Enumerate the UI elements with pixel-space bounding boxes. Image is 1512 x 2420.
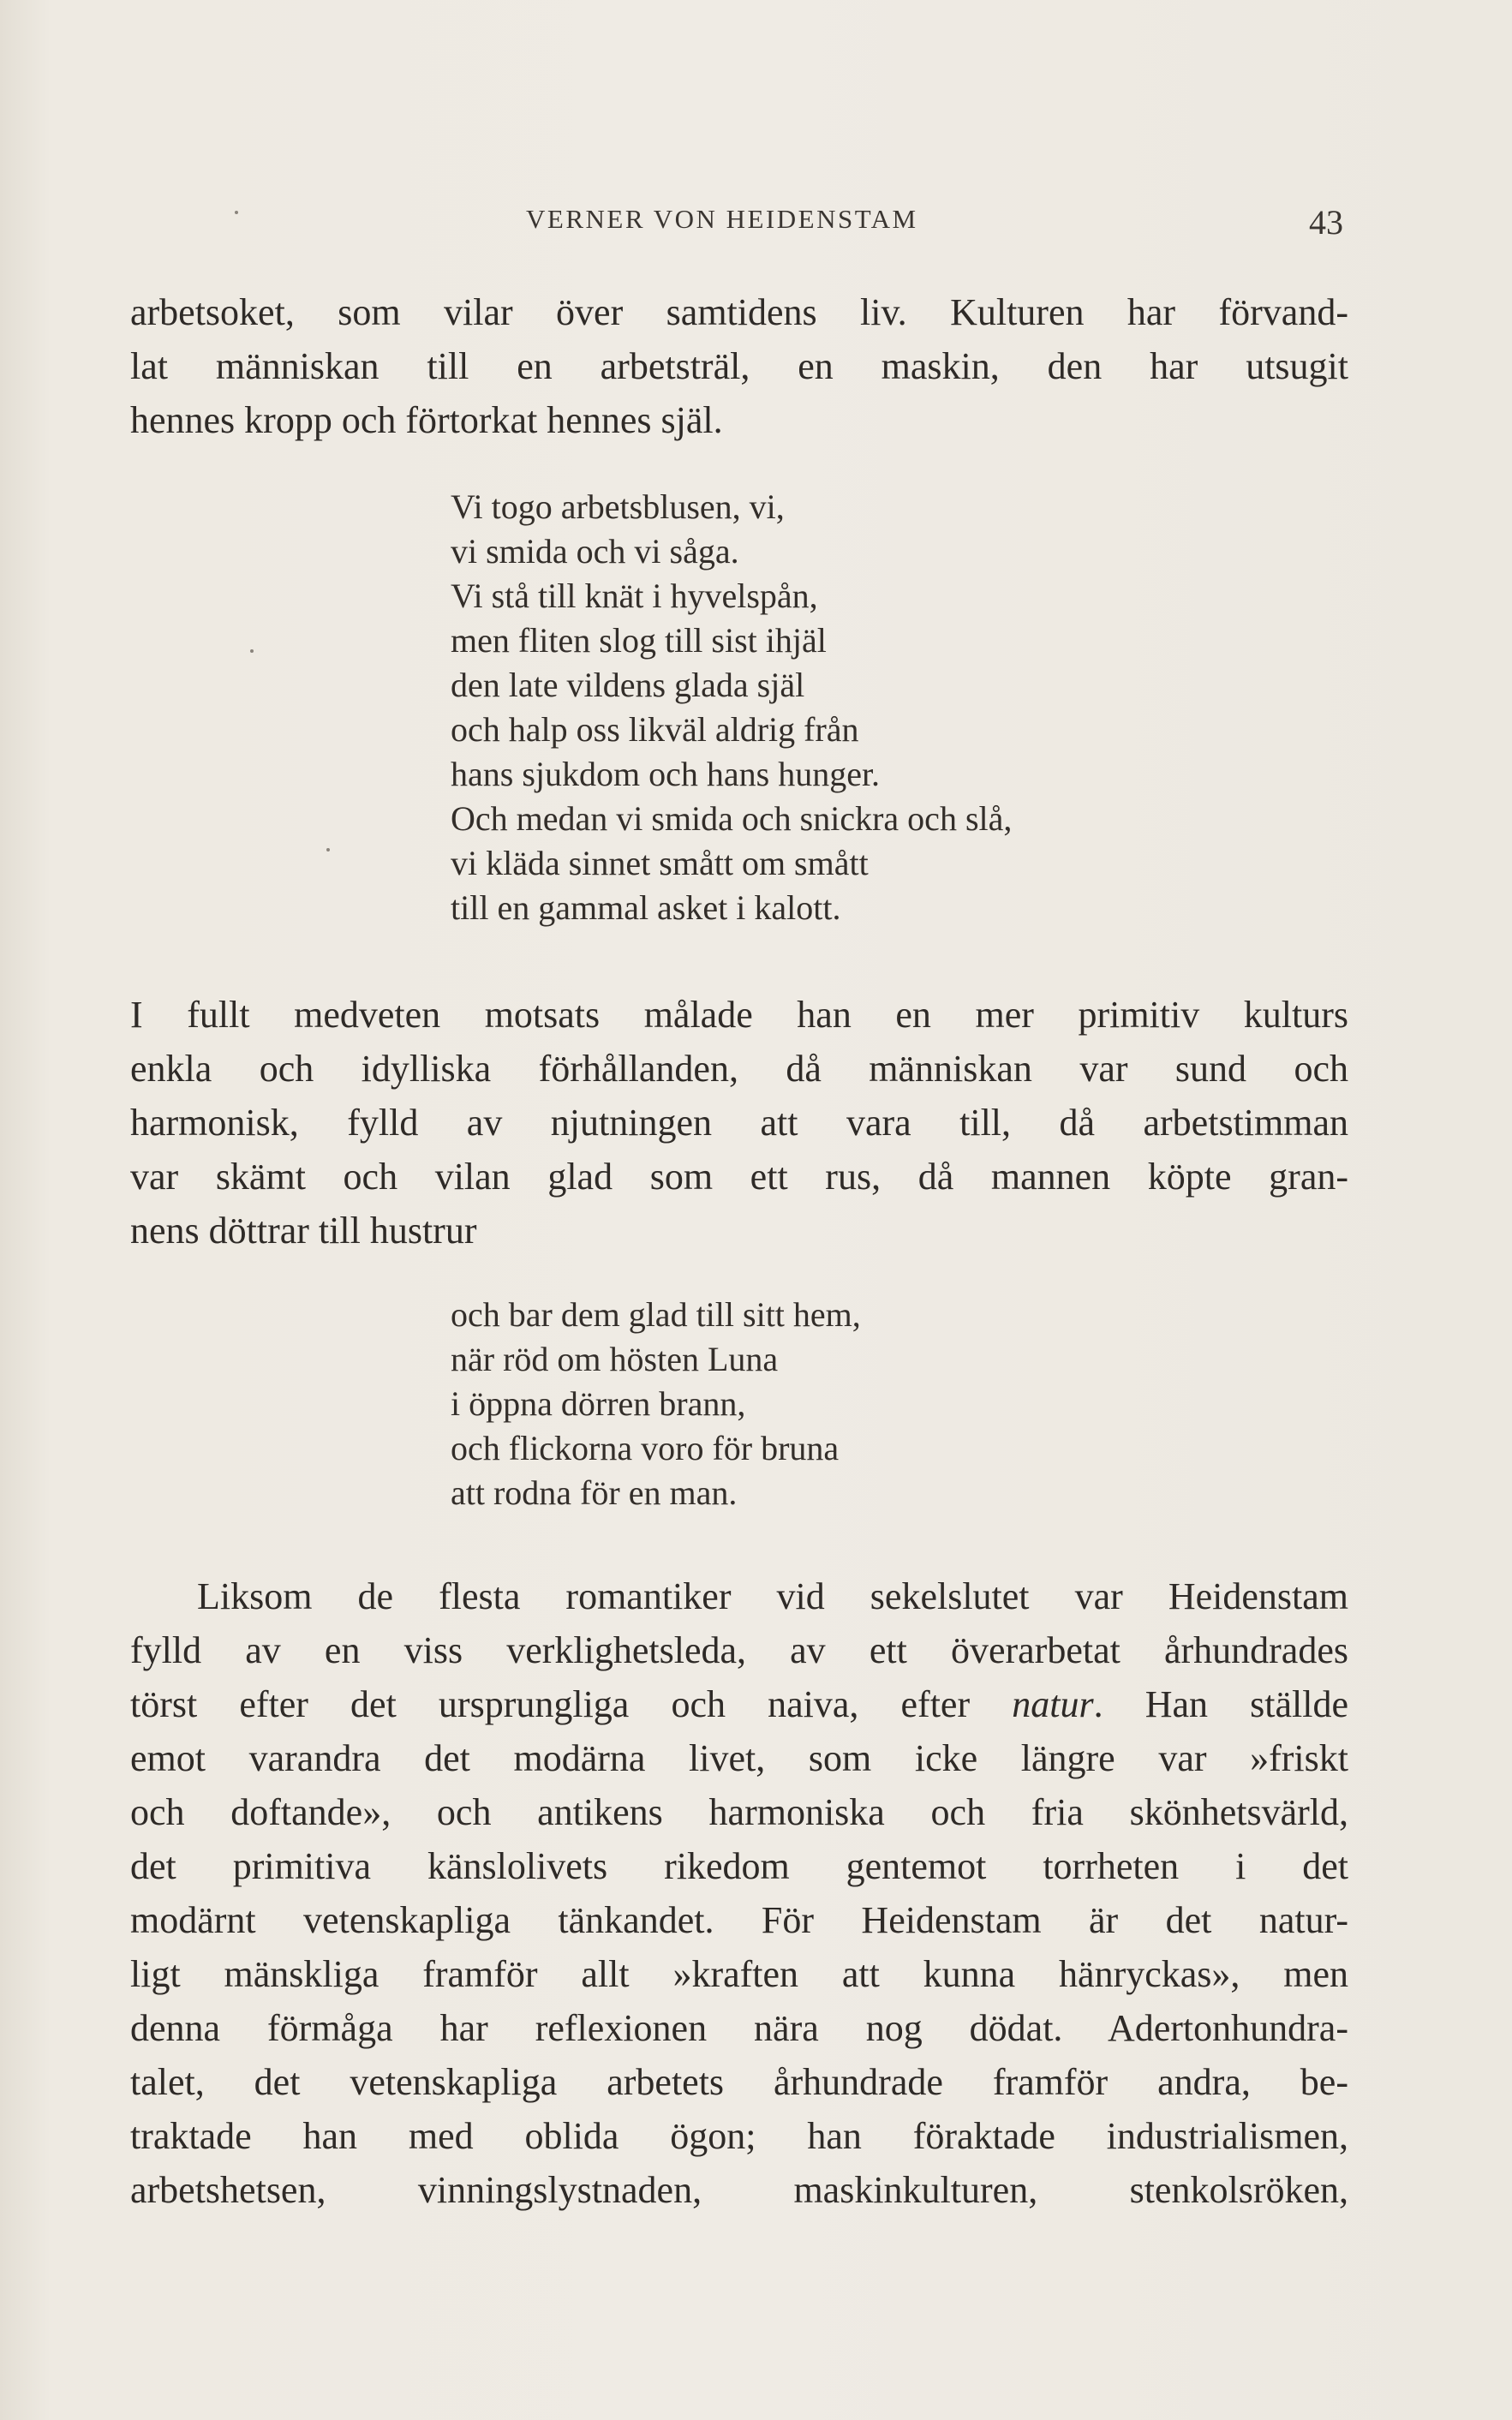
verse-line: och flickorna voro för bruna bbox=[451, 1429, 840, 1467]
verse-line: vi smida och vi såga. bbox=[451, 532, 739, 571]
verse-line: i öppna dörren brann, bbox=[451, 1384, 746, 1423]
text-line: hennes kropp och förtorkat hennes själ. bbox=[130, 399, 723, 441]
text-segment: törst efter det ursprungliga och naiva, efter bbox=[130, 1683, 1013, 1725]
text-line: och doftande», och antikens harmoniska och fria skönhetsvärld, bbox=[130, 1791, 1348, 1833]
text-line: emot varandra det modärna livet, som icke längre var »friskt bbox=[130, 1737, 1348, 1779]
verse-line: den late vildens glada själ bbox=[451, 666, 805, 704]
text-line: ligt mänskliga framför allt »kraften att kunna hänryckas», men bbox=[130, 1953, 1348, 1995]
text-line: harmonisk, fylld av njutningen att vara till, då arbetstimman bbox=[130, 1102, 1348, 1144]
verse-line: och halp oss likväl aldrig från bbox=[451, 710, 859, 749]
verse-line: att rodna för en man. bbox=[451, 1473, 738, 1512]
verse-line: till en gammal asket i kalott. bbox=[451, 888, 841, 927]
text-line bbox=[130, 1677, 1348, 1731]
text-line: Liksom de flesta romantiker vid sekelslutet var Heidenstam bbox=[197, 1575, 1348, 1617]
verse-line: men fliten slog till sist ihjäl bbox=[451, 621, 827, 660]
text-line: modärnt vetenskapliga tänkandet. För Heidenstam är det natur- bbox=[130, 1899, 1348, 1941]
running-header: VERNER VON HEIDENSTAM bbox=[526, 204, 918, 234]
verse-line: och bar dem glad till sitt hem, bbox=[451, 1295, 861, 1334]
poem-stanza-2 bbox=[451, 1293, 861, 1515]
page-number: 43 bbox=[1309, 203, 1343, 242]
verse-line: Vi togo arbetsblusen, vi, bbox=[451, 487, 785, 526]
emphasized-word: natur bbox=[1012, 1683, 1094, 1725]
paragraph-2 bbox=[130, 988, 1348, 1258]
text-line: fylld av en viss verklighetsleda, av ett överarbetat århundrades bbox=[130, 1629, 1348, 1671]
text-line: nens döttrar till hustrur bbox=[130, 1210, 477, 1252]
verse-line: när röd om hösten Luna bbox=[451, 1340, 779, 1378]
text-line: arbetsoket, som vilar över samtidens liv. Kulturen har förvand- bbox=[130, 291, 1348, 333]
text-line: var skämt och vilan glad som ett rus, då mannen köpte gran- bbox=[130, 1156, 1348, 1198]
verse-line: Vi stå till knät i hyvelspån, bbox=[451, 577, 818, 615]
text-line: I fullt medveten motsats målade han en mer primitiv kulturs bbox=[130, 994, 1348, 1036]
text-line: det primitiva känslolivets rikedom gentemot torrheten i det bbox=[130, 1845, 1348, 1887]
paper-speck bbox=[235, 211, 238, 214]
text-segment: . Han ställde bbox=[1093, 1683, 1348, 1725]
paragraph-3 bbox=[130, 1569, 1348, 2217]
paper-speck bbox=[326, 848, 330, 851]
text-line: enkla och idylliska förhållanden, då människan var sund och bbox=[130, 1048, 1348, 1090]
verse-line: Och medan vi smida och snickra och slå, bbox=[451, 799, 1013, 838]
text-line: traktade han med oblida ögon; han föraktade industrialismen, bbox=[130, 2115, 1348, 2157]
verse-line: hans sjukdom och hans hunger. bbox=[451, 755, 881, 793]
paragraph-1 bbox=[130, 285, 1348, 447]
text-line: denna förmåga har reflexionen nära nog dödat. Adertonhundra- bbox=[130, 2007, 1348, 2049]
paper-speck bbox=[250, 649, 254, 653]
text-line: lat människan till en arbetsträl, en maskin, den har utsugit bbox=[130, 345, 1348, 387]
text-line: arbetshetsen, vinningslystnaden, maskinkulturen, stenkolsröken, bbox=[130, 2169, 1348, 2211]
text-line: talet, det vetenskapliga arbetets århundrade framför andra, be- bbox=[130, 2061, 1348, 2103]
poem-stanza-1 bbox=[451, 485, 1012, 930]
verse-line: vi kläda sinnet smått om smått bbox=[451, 844, 869, 882]
